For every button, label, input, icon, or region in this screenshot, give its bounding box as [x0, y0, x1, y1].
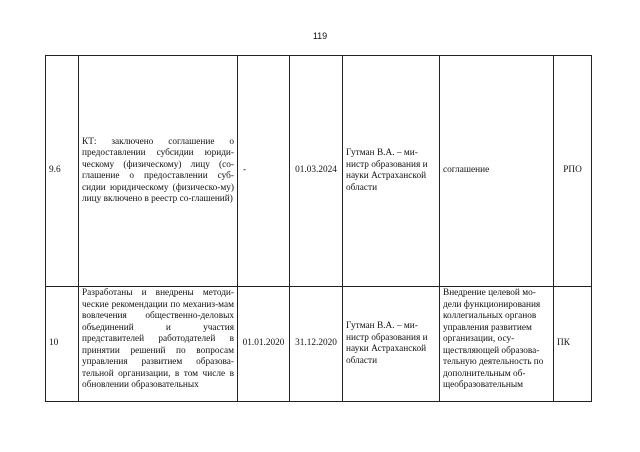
responsible-person: Гутман В.А. – ми-нистр образования и науки Астраханской области — [343, 287, 440, 402]
task-text: КТ: заключено соглашение о предоставлении субсидии юриди-ческому (физическому) лицу (со-глашение о предоставлении суб-сидии юридическому (физическо-му) лицу включено в реестр со-глашений) — [82, 136, 234, 204]
row-number: 9.6 — [46, 56, 79, 287]
result-description: Внедрение целевой мо-дели функционирования коллегиальных органов управления развитием организации, осу-ществляющей образова-тельную деятельность по дополнительным об-щеобразовательным — [440, 287, 554, 402]
task-description — [79, 56, 238, 287]
page-number: 119 — [312, 31, 328, 41]
document-type: ПК — [554, 287, 592, 402]
table-row — [46, 56, 592, 287]
row-number: 10 — [46, 287, 79, 402]
task-text: Разработаны и внедрены методи-ческие рекомендации по механиз-мам вовлечения общественно-деловых объединений и участия представителей работодателей в принятии решений по вопросам управления развитием образова-тельной организации, в том числе в обновлении образовательных — [82, 288, 234, 390]
responsible-person: Гутман В.А. – ми-нистр образования и науки Астраханской области — [343, 56, 440, 287]
document-type: РПО — [554, 56, 592, 287]
end-date: 01.03.2024 — [290, 56, 343, 287]
result-description: соглашение — [440, 56, 554, 287]
start-date-value: - — [243, 165, 247, 176]
end-date: 31.12.2020 — [290, 287, 343, 402]
task-description — [79, 287, 238, 402]
plan-table — [45, 55, 592, 402]
table-row — [46, 287, 592, 402]
start-date: 01.01.2020 — [238, 287, 290, 402]
start-date — [238, 56, 290, 287]
